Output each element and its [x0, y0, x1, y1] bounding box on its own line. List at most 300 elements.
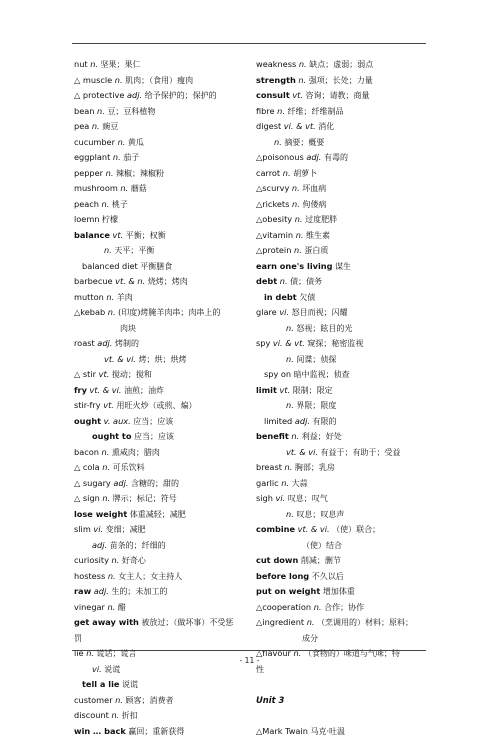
- definition: 性: [256, 665, 264, 674]
- definition: 茄子: [121, 153, 140, 162]
- vocab-line: [74, 538, 250, 554]
- definition: 牌示；标记；符号: [110, 494, 177, 503]
- vocab-column-right: [256, 57, 432, 739]
- headword: △ingredient: [256, 617, 304, 627]
- headword: △kebab: [74, 307, 105, 317]
- vocab-line: [74, 197, 250, 213]
- vocab-line: [256, 476, 432, 492]
- part-of-speech: vi.: [91, 524, 103, 534]
- vocab-line: [74, 677, 250, 693]
- definition: 柠檬: [100, 215, 119, 224]
- part-of-speech: n.: [279, 478, 289, 488]
- headword: stir-fry: [74, 400, 101, 410]
- headword: △cooperation: [256, 602, 311, 612]
- definition: 大蒜: [289, 479, 308, 488]
- vocab-line: [256, 708, 432, 724]
- part-of-speech: n.: [282, 462, 292, 472]
- part-of-speech: v. aux.: [101, 416, 131, 426]
- part-of-speech: n.: [104, 292, 114, 302]
- part-of-speech: adj.: [91, 586, 109, 596]
- vocab-line: [74, 367, 250, 383]
- definition: 平衡膳食: [138, 262, 173, 271]
- definition: 坏血病: [300, 184, 327, 193]
- part-of-speech: n.: [289, 199, 299, 209]
- vocab-line: [74, 135, 250, 151]
- definition: 怒目而视；闪耀: [289, 308, 348, 317]
- vocab-line: [256, 631, 432, 647]
- definition: 说谎: [119, 680, 138, 689]
- definition: 叹息；叹气: [285, 494, 328, 503]
- vocab-line: [256, 119, 432, 135]
- vocab-line: [256, 569, 432, 585]
- part-of-speech: adj.: [292, 416, 310, 426]
- vocab-line: [256, 491, 432, 507]
- vocab-line: [256, 724, 432, 739]
- part-of-speech: n.: [94, 106, 104, 116]
- headword: lose weight: [74, 509, 127, 519]
- headword: balance: [74, 230, 110, 240]
- definition: 生的；未加工的: [109, 587, 168, 596]
- vocab-line: [74, 212, 250, 228]
- headword: nut: [74, 59, 88, 69]
- headword: peach: [74, 199, 99, 209]
- definition: 佝偻病: [300, 200, 327, 209]
- definition: 过度肥胖: [303, 215, 338, 224]
- vocab-line: [74, 57, 250, 73]
- part-of-speech: n.: [105, 571, 115, 581]
- part-of-speech: vt. & vi.: [295, 524, 330, 534]
- headword: garlic: [256, 478, 279, 488]
- vocab-line: [256, 243, 432, 259]
- definition: 说谎: [102, 665, 121, 674]
- definition: 烤制的: [112, 339, 139, 348]
- headword: △poisonous: [256, 152, 304, 162]
- vocab-line: [256, 445, 432, 461]
- definition: 变细；减肥: [103, 525, 146, 534]
- part-of-speech: n.: [277, 276, 287, 286]
- vocab-line: [256, 352, 432, 368]
- headword: △protein: [256, 245, 291, 255]
- definition: 暗中监视；侦查: [291, 370, 350, 379]
- vocab-line: [74, 724, 250, 739]
- definition: 谎话；谎言: [94, 649, 137, 658]
- vocab-line: [74, 150, 250, 166]
- vocab-line: [256, 150, 432, 166]
- vocab-line: [256, 538, 432, 554]
- definition: 可乐饮料: [110, 463, 145, 472]
- definition: 肉块: [120, 324, 136, 333]
- headword: get away with: [74, 617, 139, 627]
- headword: △ protective: [74, 90, 124, 100]
- headword: eggplant: [74, 152, 110, 162]
- headword: △ sugary: [74, 478, 111, 488]
- part-of-speech: n.: [112, 75, 122, 85]
- headword: △vitamin: [256, 230, 293, 240]
- part-of-speech: n.: [286, 354, 294, 364]
- headword: fry: [74, 385, 87, 395]
- headword: hostess: [74, 571, 105, 581]
- definition: 有益于；有助于；受益: [318, 448, 401, 457]
- vocab-line: [256, 135, 432, 151]
- vocab-line: [74, 305, 250, 321]
- vocab-line: [256, 383, 432, 399]
- headword: discount: [74, 710, 109, 720]
- part-of-speech: adj.: [92, 540, 107, 550]
- headword: weakness: [256, 59, 296, 69]
- definition: 削减；删节: [298, 556, 341, 565]
- definition: 谋生: [332, 262, 351, 271]
- vocab-line: [74, 321, 250, 337]
- vocab-column-left: [74, 57, 250, 739]
- definition: （食物的）味道与气味；特: [301, 649, 400, 658]
- definition: 羊肉: [114, 293, 133, 302]
- definition: 胡萝卜: [291, 169, 318, 178]
- definition: 债；债务: [288, 277, 323, 286]
- part-of-speech: n.: [291, 245, 301, 255]
- part-of-speech: n.: [84, 648, 94, 658]
- part-of-speech: vt. & vi.: [87, 385, 122, 395]
- vocab-line: [256, 88, 432, 104]
- vocab-line: [74, 460, 250, 476]
- definition: 给予保护的；保护的: [142, 91, 217, 100]
- definition: 不久以后: [309, 572, 344, 581]
- part-of-speech: adj.: [304, 152, 322, 162]
- vocab-line: [74, 73, 250, 89]
- vocab-line: [256, 522, 432, 538]
- vocab-line: [74, 569, 250, 585]
- part-of-speech: n.: [99, 447, 109, 457]
- vocab-line: [256, 677, 432, 693]
- definition: 女主人；女主持人: [116, 572, 183, 581]
- vocab-line: [256, 429, 432, 445]
- definition: 增加体重: [320, 587, 355, 596]
- headword: earn one's living: [256, 261, 332, 271]
- part-of-speech: n.: [289, 183, 299, 193]
- definition: 欠债: [297, 293, 316, 302]
- part-of-speech: n.: [88, 59, 98, 69]
- part-of-speech: n.: [109, 555, 119, 565]
- definition: 摘要；概要: [282, 138, 325, 147]
- definition: 合作；协作: [322, 603, 365, 612]
- part-of-speech: vi.: [92, 664, 102, 674]
- headword: ought to: [92, 431, 131, 441]
- part-of-speech: vt. & vi.: [104, 354, 136, 364]
- part-of-speech: adj.: [124, 90, 142, 100]
- definition: 顾客；消费者: [123, 696, 174, 705]
- part-of-speech: n.: [286, 400, 294, 410]
- part-of-speech: n.: [286, 509, 294, 519]
- vocab-line: [256, 73, 432, 89]
- vocab-line: [74, 398, 250, 414]
- definition: 油煎；油炸: [122, 386, 165, 395]
- definition: 缺点；虚弱；弱点: [307, 60, 374, 69]
- definition: 折扣: [119, 711, 138, 720]
- headword: fibre: [256, 106, 275, 116]
- vocab-line: [74, 476, 250, 492]
- headword: bacon: [74, 447, 99, 457]
- vocab-line: [256, 259, 432, 275]
- headword: in debt: [264, 292, 297, 302]
- part-of-speech: n.: [274, 137, 282, 147]
- headword: combine: [256, 524, 295, 534]
- part-of-speech: vt.: [96, 369, 109, 379]
- definition: 有毒的: [321, 153, 348, 162]
- definition: 咨询；请教；商量: [303, 91, 370, 100]
- headword: before long: [256, 571, 309, 581]
- headword: △ muscle: [74, 75, 112, 85]
- vocab-line: [256, 228, 432, 244]
- definition: 胸部；乳房: [292, 463, 335, 472]
- headword: digest: [256, 121, 281, 131]
- definition: 维生素: [304, 231, 331, 240]
- part-of-speech: n.: [105, 307, 115, 317]
- part-of-speech: n.: [100, 462, 110, 472]
- headword: slim: [74, 524, 91, 534]
- headword: glare: [256, 307, 277, 317]
- definition: 窥探；秘密监视: [305, 339, 364, 348]
- definition: 醋: [115, 603, 126, 612]
- headword: benefit: [256, 431, 289, 441]
- vocab-line: [74, 429, 250, 445]
- vocab-line: [74, 336, 250, 352]
- headword: loemn: [74, 214, 100, 224]
- vocab-line: [256, 507, 432, 523]
- definition: 用旺火炒（或煎、煸）: [114, 401, 197, 410]
- definition: 间谍；侦探: [294, 355, 337, 364]
- part-of-speech: n.: [99, 199, 109, 209]
- headword: bean: [74, 106, 94, 116]
- definition: 平衡；权衡: [123, 231, 166, 240]
- part-of-speech: n.: [118, 183, 128, 193]
- headword: pea: [74, 121, 89, 131]
- definition: 豌豆: [100, 122, 119, 131]
- part-of-speech: vt.: [110, 230, 123, 240]
- headword: win … back: [74, 726, 126, 736]
- vocab-line: [74, 584, 250, 600]
- vocab-line: [256, 321, 432, 337]
- vocab-line: [74, 631, 250, 647]
- headword: pepper: [74, 168, 103, 178]
- part-of-speech: vt. & n.: [113, 276, 146, 286]
- headword: roast: [74, 338, 95, 348]
- vocab-line: [74, 181, 250, 197]
- part-of-speech: n.: [105, 602, 115, 612]
- headword: vinegar: [74, 602, 105, 612]
- vocab-line: [74, 600, 250, 616]
- headword: sigh: [256, 493, 273, 503]
- part-of-speech: vi.: [277, 307, 289, 317]
- vocab-line: [256, 553, 432, 569]
- headword: limit: [256, 385, 277, 395]
- definition: 马克·吐温: [308, 727, 345, 736]
- headword: curiosity: [74, 555, 109, 565]
- vocab-line: [256, 584, 432, 600]
- definition: 应当；应该: [131, 417, 174, 426]
- definition: 搅动；搅和: [109, 370, 152, 379]
- headword: △ stir: [74, 369, 96, 379]
- part-of-speech: n.: [104, 245, 112, 255]
- vocab-line: [256, 197, 432, 213]
- part-of-speech: vt. & vi.: [286, 447, 318, 457]
- part-of-speech: n.: [109, 710, 119, 720]
- part-of-speech: n.: [296, 75, 306, 85]
- definition: 成分: [302, 634, 318, 643]
- part-of-speech: n.: [292, 214, 302, 224]
- definition: 怒视；眩目的光: [294, 324, 353, 333]
- headword: ought: [74, 416, 101, 426]
- vocab-line: [74, 104, 250, 120]
- definition: 罚: [74, 634, 82, 643]
- part-of-speech: n.: [115, 137, 125, 147]
- vocab-line: [256, 615, 432, 631]
- headword: carrot: [256, 168, 280, 178]
- headword: cucumber: [74, 137, 115, 147]
- headword: limited: [264, 416, 292, 426]
- definition: 黄瓜: [125, 138, 144, 147]
- definition: 利益；好处: [299, 432, 342, 441]
- part-of-speech: vt.: [101, 400, 114, 410]
- part-of-speech: n.: [100, 493, 110, 503]
- bottom-rule: [72, 650, 426, 651]
- vocab-line: [74, 522, 250, 538]
- page-number: - 11 -: [0, 656, 499, 665]
- headword: debt: [256, 276, 277, 286]
- definition: 被放过；（做坏事）不受惩: [139, 618, 234, 627]
- definition: 坚果；果仁: [98, 60, 141, 69]
- definition: 辣椒；辣椒粉: [113, 169, 164, 178]
- vocab-line: [74, 119, 250, 135]
- vocab-line: [256, 600, 432, 616]
- definition: 烧烤；烤肉: [145, 277, 188, 286]
- part-of-speech: n.: [113, 695, 123, 705]
- vocab-line: [74, 243, 250, 259]
- part-of-speech: vi. & vt.: [270, 338, 305, 348]
- vocab-line: [74, 414, 250, 430]
- definition: 界限；限度: [294, 401, 337, 410]
- vocab-line: [74, 228, 250, 244]
- vocab-line: [74, 352, 250, 368]
- definition: 蘑菇: [128, 184, 147, 193]
- headword: △flavour: [256, 648, 291, 658]
- definition: （使）联合；: [330, 525, 381, 534]
- vocab-line: [256, 57, 432, 73]
- definition: 消化: [316, 122, 335, 131]
- headword: consult: [256, 90, 290, 100]
- headword: barbecue: [74, 276, 113, 286]
- part-of-speech: vt.: [277, 385, 290, 395]
- headword: △ cola: [74, 462, 100, 472]
- part-of-speech: n.: [289, 431, 299, 441]
- definition: 天平；平衡: [112, 246, 155, 255]
- headword: spy on: [264, 369, 291, 379]
- vocab-line: [256, 414, 432, 430]
- vocab-line: [74, 553, 250, 569]
- vocab-line: [74, 166, 250, 182]
- part-of-speech: n.: [304, 617, 314, 627]
- definition: 赢回；重新获得: [126, 727, 185, 736]
- part-of-speech: vt.: [290, 90, 303, 100]
- vocab-line: [256, 212, 432, 228]
- headword: △obesity: [256, 214, 292, 224]
- headword: cut down: [256, 555, 298, 565]
- headword: strength: [256, 75, 296, 85]
- part-of-speech: n.: [296, 59, 306, 69]
- vocab-line: [256, 460, 432, 476]
- part-of-speech: vi.: [273, 493, 285, 503]
- definition: （使）结合: [302, 541, 342, 550]
- headword: △Mark Twain: [256, 726, 308, 736]
- definition: (印度)烤腌羊肉串；肉串上的: [116, 308, 221, 317]
- headword: raw: [74, 586, 91, 596]
- part-of-speech: adj.: [111, 478, 129, 488]
- part-of-speech: n.: [286, 323, 294, 333]
- definition: 含糖的；甜的: [128, 479, 179, 488]
- part-of-speech: n.: [89, 121, 99, 131]
- definition: 强项；长处；力量: [306, 76, 373, 85]
- headword: lie: [74, 648, 84, 658]
- part-of-speech: n.: [293, 230, 303, 240]
- definition: 好奇心: [119, 556, 146, 565]
- vocab-line: [74, 383, 250, 399]
- definition: 蛋白质: [302, 246, 329, 255]
- headword: mutton: [74, 292, 104, 302]
- definition: 熏咸肉；腊肉: [109, 448, 160, 457]
- vocab-line: [74, 88, 250, 104]
- vocab-line: [256, 398, 432, 414]
- definition: 应当；应该: [131, 432, 174, 441]
- vocab-line: [74, 274, 250, 290]
- vocab-line: [256, 166, 432, 182]
- vocab-line: [74, 445, 250, 461]
- definition: 叹息；叹息声: [294, 510, 345, 519]
- headword: spy: [256, 338, 270, 348]
- vocab-line: [74, 259, 250, 275]
- vocab-line: [256, 274, 432, 290]
- vocab-line: [256, 181, 432, 197]
- definition: （烹调用的）材料；原料；: [315, 618, 414, 627]
- definition: 烤；烘；烘烤: [136, 355, 187, 364]
- headword: breast: [256, 462, 282, 472]
- part-of-speech: n.: [110, 152, 120, 162]
- headword: mushroom: [74, 183, 118, 193]
- unit-heading: Unit 3: [256, 695, 284, 705]
- part-of-speech: adj.: [95, 338, 113, 348]
- vocab-line: [74, 615, 250, 631]
- headword: △ sign: [74, 493, 100, 503]
- part-of-speech: n.: [275, 106, 285, 116]
- headword: △rickets: [256, 199, 289, 209]
- headword: △scurvy: [256, 183, 289, 193]
- vocab-line: [74, 491, 250, 507]
- definition: 肌肉；（食用）瘦肉: [123, 76, 194, 85]
- part-of-speech: n.: [103, 168, 113, 178]
- definition: 有限的: [310, 417, 337, 426]
- headword: tell a lie: [82, 679, 119, 689]
- headword: customer: [74, 695, 113, 705]
- definition: 苗条的；纤细的: [107, 541, 166, 550]
- vocab-line: [256, 367, 432, 383]
- definition: 纤维；纤维制品: [285, 107, 344, 116]
- part-of-speech: n.: [280, 168, 290, 178]
- top-rule: [72, 43, 426, 44]
- headword: balanced diet: [82, 261, 138, 271]
- vocab-line: [256, 305, 432, 321]
- part-of-speech: vi. & vt.: [281, 121, 316, 131]
- definition: 豆；豆科植物: [105, 107, 156, 116]
- headword: put on weight: [256, 586, 320, 596]
- vocab-line: [74, 507, 250, 523]
- vocab-line: [256, 290, 432, 306]
